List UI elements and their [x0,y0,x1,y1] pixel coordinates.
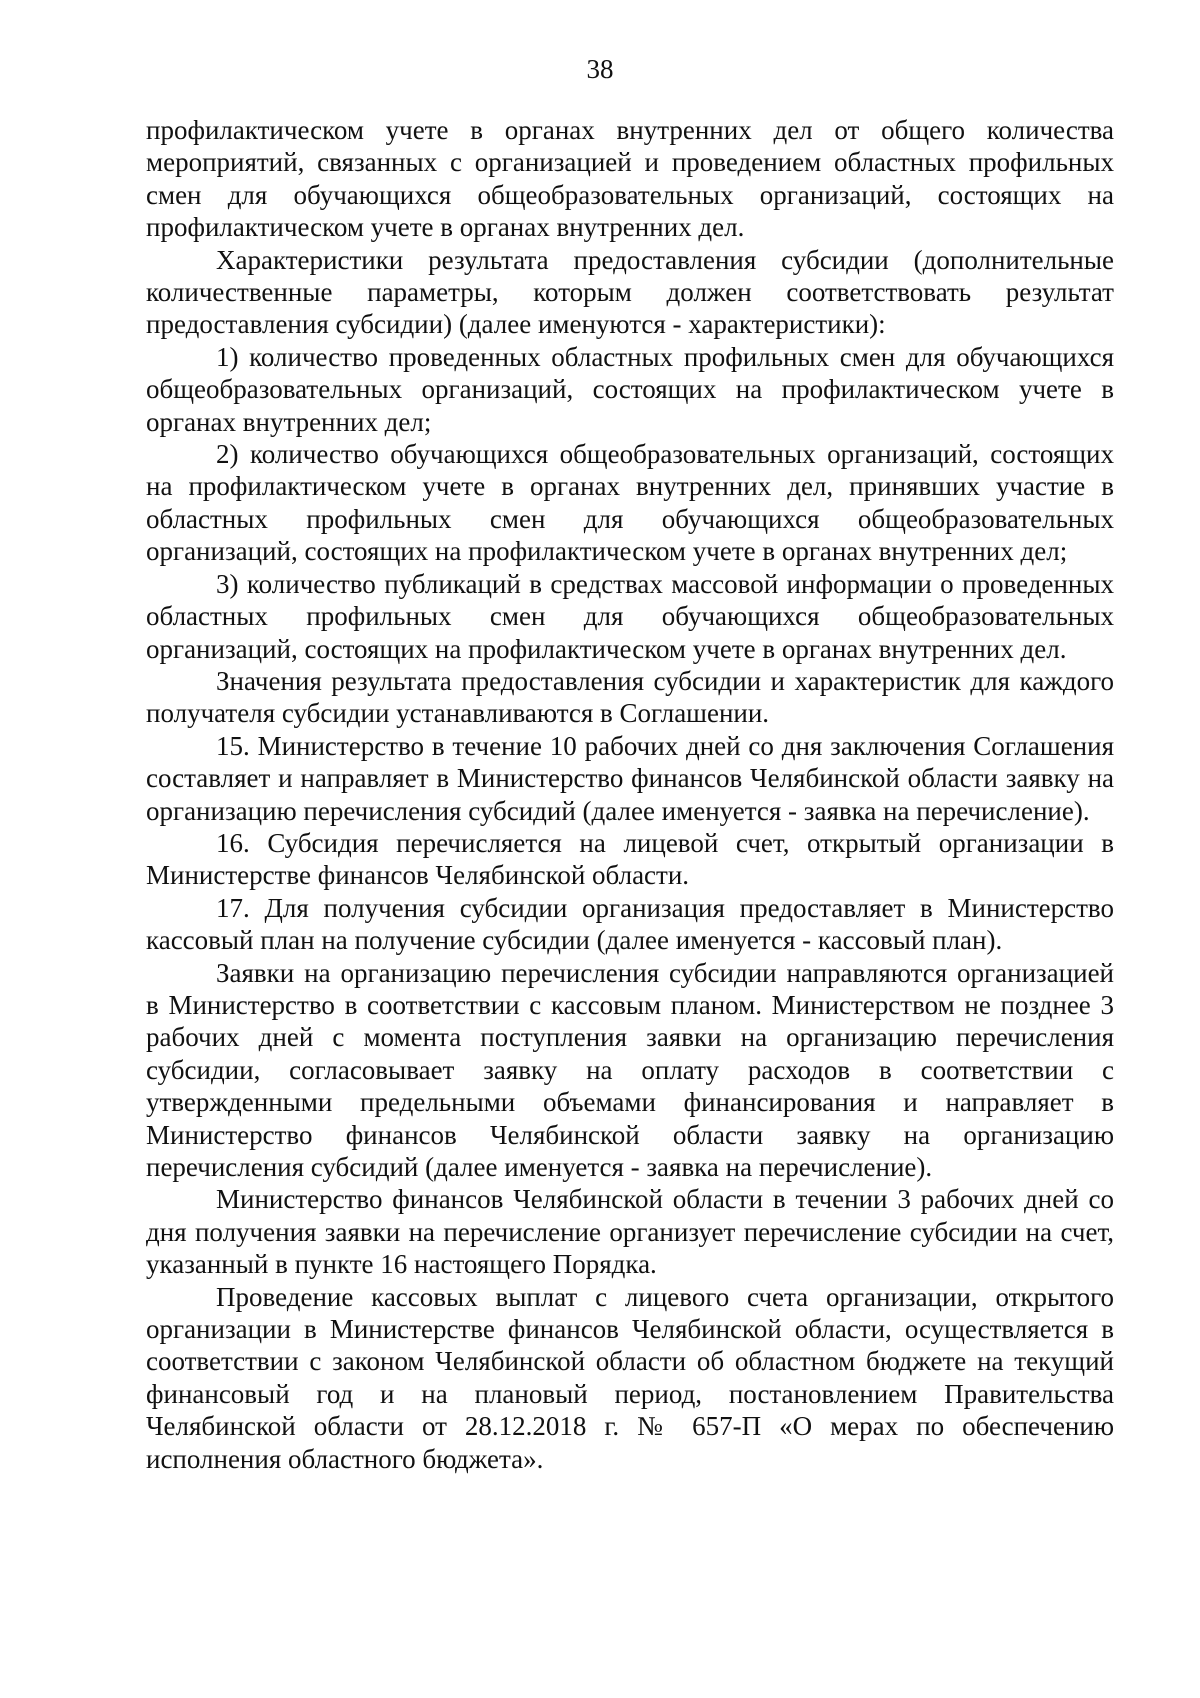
paragraph-cash-payments: Проведение кассовых выплат с лицевого счета организации, открытого организации в Министерстве финансов Челябинской области, осуществляется в соответствии с законом Челябинской области об областном бюджете на текущий финансовый год и на плановый период, постановлением Правительства Челябинской области от 28.12.2018 г. № 657-П «О мерах по обеспечению исполнения областного бюджета». [146,1281,1114,1474]
paragraph-item-16: 16. Субсидия перечисляется на лицевой счет, открытый организации в Министерстве финансов Челябинской области. [146,827,1114,891]
paragraph-item-17: 17. Для получения субсидии организация предоставляет в Министерство кассовый план на получение субсидии (далее именуется - кассовый план). [146,892,1114,956]
paragraph-characteristic-1: 1) количество проведенных областных профильных смен для обучающихся общеобразовательных организаций, состоящих на профилактическом учете в органах внутренних дел; [146,341,1114,437]
paragraph-characteristic-2: 2) количество обучающихся общеобразовательных организаций, состоящих на профилактическом учете в органах внутренних дел, принявших участие в областных профильных смен для обучающихся общеобразовательных организаций, состоящих на профилактическом учете в органах внутренних дел; [146,439,1114,567]
paragraph-continuation: профилактическом учете в органах внутренних дел от общего количества мероприятий, связанных с организацией и проведением областных профильных смен для обучающихся общеобразовательных организаций, состоящих на профилактическом учете в органах внутренних дел. [146,115,1114,243]
document-body [146,114,1114,1475]
paragraph-values: Значения результата предоставления субсидии и характеристик для каждого получателя субсидии устанавливаются в Соглашении. [146,665,1114,729]
page-number: 38 [586,54,614,84]
paragraph-applications: Заявки на организацию перечисления субсидии направляются организацией в Министерство в соответствии с кассовым планом. Министерством не позднее 3 рабочих дней с момента поступления заявки на организацию перечисления субсидии, согласовывает заявку на оплату расходов в соответствии с утвержденными предельными объемами финансирования и направляет в Министерство финансов Челябинской области заявку на организацию перечисления субсидий (далее именуется - заявка на перечисление). [146,957,1114,1182]
paragraph-item-15: 15. Министерство в течение 10 рабочих дней со дня заключения Соглашения составляет и направляет в Министерство финансов Челябинской области заявку на организацию перечисления субсидий (далее именуется - заявка на перечисление). [146,730,1114,826]
paragraph-ministry-finance: Министерство финансов Челябинской области в течении 3 рабочих дней со дня получения заявки на перечисление организует перечисление субсидии на счет, указанный в пункте 16 настоящего Порядка. [146,1184,1114,1280]
paragraph-characteristics: Характеристики результата предоставления субсидии (дополнительные количественные параметры, которым должен соответствовать результат предоставления субсидии) (далее именуются - характеристики): [146,244,1114,340]
paragraph-characteristic-3: 3) количество публикаций в средствах массовой информации о проведенных областных профильных смен для обучающихся общеобразовательных организаций, состоящих на профилактическом учете в органах внутренних дел. [146,568,1114,664]
